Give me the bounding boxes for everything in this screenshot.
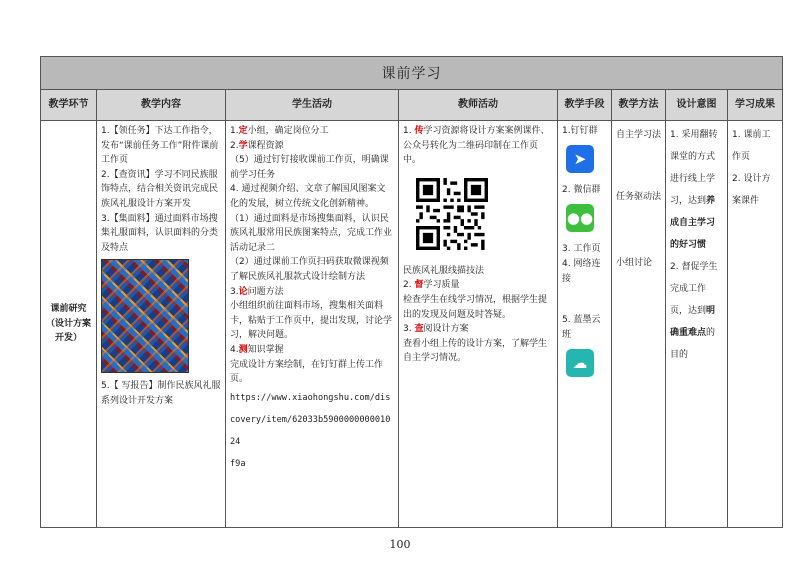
wechat-icon: ●● [566, 204, 594, 232]
section-title: 课前学习 [41, 57, 783, 90]
content-cell [97, 121, 226, 528]
header-content: 教学内容 [97, 90, 226, 121]
header-teacher: 教师活动 [399, 90, 558, 121]
means-item-1: 1.钉钉群 [562, 126, 598, 136]
teacher-item-1: 1. 传学习资源将设计方案案例课件、公众号转化为二维码印制在工作页中。 [403, 126, 550, 166]
header-method: 教学方法 [612, 90, 666, 121]
header-result: 学习成果 [728, 90, 783, 121]
teacher-item-2: 2. 督学习质量 [403, 280, 460, 291]
method-item-3: 小组讨论 [616, 258, 653, 268]
teacher-item-3: 3. 查阅设计方案 [403, 324, 469, 335]
teacher-item-2a: 检查学生在线学习情况，根据学生提出的发现及问题及时答疑。 [403, 294, 548, 320]
mosoteach-cloud-icon: ☁ [566, 349, 594, 377]
student-item-3: 3.论问题方法 [230, 286, 284, 297]
qr-caption: 民族风礼服线描技法 [403, 265, 485, 276]
qr-code-graphic [416, 178, 488, 250]
header-student: 学生活动 [226, 90, 399, 121]
result-cell [728, 121, 783, 528]
fabric-photo [101, 259, 189, 373]
method-cell [612, 121, 666, 528]
content-item-3: 3.【集面料】通过面料市场搜集礼服面料，认识面料的分类及特点 [101, 213, 219, 253]
student-item-2: 2.学课程资源 [230, 140, 284, 151]
means-cell [558, 121, 612, 528]
keyword-cha: 查 [414, 324, 424, 335]
student-item-4a: 完成设计方案绘制，在钉钉群上传工作页。 [230, 359, 384, 385]
student-item-2d: （2）通过课前工作页扫码获取微课视频了解民族风礼服款式设计绘制方法 [230, 257, 389, 282]
result-item-1: 1. 课前工作页 [732, 130, 771, 162]
student-item-1: 1.定小组，确定岗位分工 [230, 126, 329, 136]
keyword-xue: 学 [238, 140, 248, 151]
student-item-4: 4.测知识掌握 [230, 344, 284, 355]
method-item-2: 任务驱动法 [616, 192, 662, 202]
keyword-du: 督 [414, 280, 424, 291]
stage-cell [41, 121, 97, 528]
keyword-ding: 定 [238, 126, 248, 136]
student-item-2a: （5）通过钉钉接收课前工作页，明确课前学习任务 [230, 155, 389, 180]
teacher-cell [399, 121, 558, 528]
dingtalk-icon: ➤ [566, 145, 594, 173]
content-item-5: 5.【 写报告】制作民族风礼服系列设计开发方案 [101, 381, 221, 406]
header-means: 教学手段 [558, 90, 612, 121]
means-item-3: 3. 工作页 [562, 244, 601, 254]
result-item-2: 2. 设计方案课件 [732, 174, 771, 206]
qr-code[interactable] [416, 178, 488, 250]
student-item-2c: （1）通过面料是市场搜集面料，认识民族风礼服常用民族图案特点，完成工作业活动记录二 [230, 213, 393, 253]
intent-item-1: 1. 采用翻转课堂的方式进行线上学习，达到 [670, 130, 718, 206]
student-item-3a: 小组组织前往面料市场，搜集相关面料卡，粘贴于工作页中，提出发现，讨论学习，解决问题。 [230, 301, 393, 341]
student-cell [226, 121, 399, 528]
stage-label: 课前研究（设计方案开发） [45, 304, 91, 344]
means-item-5: 5. 蓝墨云班 [562, 315, 601, 340]
content-item-2: 2.【查资讯】学习不同民族服饰特点，结合相关资讯完成民族风礼服设计方案开发 [101, 169, 219, 209]
content-item-1: 1.【领任务】下达工作指令，发布“课前任务工作”附件课前工作页 [101, 126, 219, 166]
intent-item-2: 2. 督促学生完成工作页，达到明确重难点的目的 [670, 262, 718, 360]
lesson-table [40, 56, 783, 528]
teacher-item-3a: 查看小组上传的设计方案，了解学生自主学习情况。 [403, 338, 548, 364]
method-item-1: 自主学习法 [616, 130, 662, 140]
keyword-chuan: 传 [414, 126, 424, 136]
resource-url[interactable]: https://www.xiaohongshu.com/dis covery/item/62033b590000000001024 f9a [230, 392, 391, 469]
header-intent: 设计意图 [666, 90, 728, 121]
keyword-lun: 论 [238, 286, 248, 297]
keyword-ce: 测 [238, 344, 248, 355]
means-item-4: 4. 网络连接 [562, 259, 601, 284]
intent-item-1-emphasis: 养成自主学习的好习惯 [670, 196, 716, 250]
page-number: 100 [389, 538, 411, 551]
header-stage: 教学环节 [41, 90, 97, 121]
intent-cell [666, 121, 728, 528]
student-item-2b: 4. 通过视频介绍、文章了解国风图案文化的发展，树立传统文化创新精神。 [230, 184, 386, 209]
means-item-2: 2. 微信群 [562, 185, 601, 195]
